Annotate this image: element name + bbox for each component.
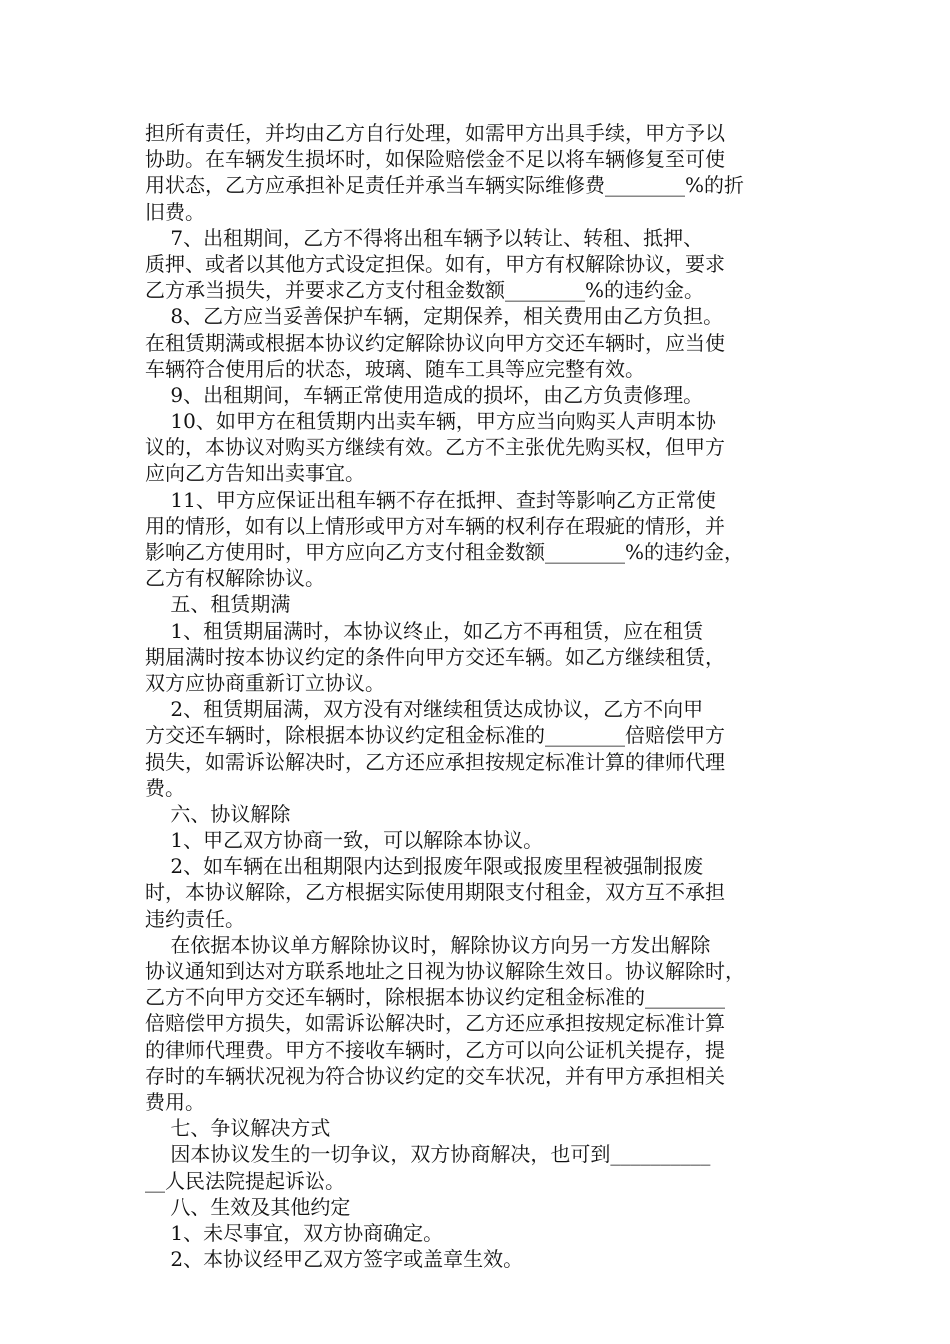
text-line: 期届满时按本协议约定的条件向甲方交还车辆。如乙方继续租赁， [145,644,725,669]
text-line: 议的，本协议对购买方继续有效。乙方不主张优先购买权，但甲方 [145,435,725,460]
text-line: 八、生效及其他约定 [145,1194,351,1219]
text-line: 方交还车辆时，除根据本协议约定租金标准的________倍赔偿甲方 [145,723,725,748]
text-line: 7、出租期间，乙方不得将出租车辆予以转让、转租、抵押、 [145,225,704,250]
text-line: 七、争议解决方式 [145,1116,331,1141]
text-line: 10、如甲方在租赁期内出卖车辆，甲方应当向购买人声明本协 [145,409,716,434]
text-line: 车辆符合使用后的状态，玻璃、随车工具等应完整有效。 [145,356,645,381]
text-line: 双方应协商重新订立协议。 [145,670,385,695]
text-line: __人民法院提起诉讼。 [145,1168,345,1193]
text-line: 的律师代理费。甲方不接收车辆时，乙方可以向公证机关提存，提 [145,1037,725,1062]
text-line: 用的情形，如有以上情形或甲方对车辆的权利存在瑕疵的情形，并 [145,513,725,538]
text-line: 9、出租期间，车辆正常使用造成的损坏，由乙方负责修理。 [145,382,704,407]
text-line: 倍赔偿甲方损失，如需诉讼解决时，乙方还应承担按规定标准计算 [145,1011,725,1036]
text-line: 费。 [145,775,185,800]
document-body [145,120,810,1272]
text-line: 用状态，乙方应承担补足责任并承当车辆实际维修费________%的折 [145,173,745,198]
text-line: 五、租赁期满 [145,592,291,617]
text-line: 1、甲乙双方协商一致，可以解除本协议。 [145,828,544,853]
text-line: 损失，如需诉讼解决时，乙方还应承担按规定标准计算的律师代理 [145,749,725,774]
text-line: 在依据本协议单方解除协议时，解除协议方向另一方发出解除 [145,932,711,957]
text-line: 8、乙方应当妥善保护车辆，定期保养，相关费用由乙方负担。 [145,304,724,329]
text-line: 2、本协议经甲乙双方签字或盖章生效。 [145,1247,524,1272]
text-line: 质押、或者以其他方式设定担保。如有，甲方有权解除协议，要求 [145,251,725,276]
text-line: 应向乙方告知出卖事宜。 [145,461,365,486]
text-line: 乙方有权解除协议。 [145,566,325,591]
text-line: 2、租赁期届满，双方没有对继续租赁达成协议，乙方不向甲 [145,697,704,722]
text-line: 2、如车辆在出租期限内达到报废年限或报废里程被强制报废 [145,854,704,879]
text-line: 旧费。 [145,199,205,224]
text-line: 因本协议发生的一切争议，双方协商解决，也可到__________ [145,1142,711,1167]
text-line: 协议通知到达对方联系地址之日视为协议解除生效日。协议解除时， [145,959,745,983]
text-line: 时，本协议解除，乙方根据实际使用期限支付租金，双方互不承担 [145,880,725,905]
text-line: 乙方不向甲方交还车辆时，除根据本协议约定租金标准的________ [145,985,725,1010]
text-line: 存时的车辆状况视为符合协议约定的交车状况，并有甲方承担相关 [145,1063,725,1088]
text-line: 在租赁期满或根据本协议约定解除协议向甲方交还车辆时，应当使 [145,330,725,355]
text-line: 乙方承当损失，并要求乙方支付租金数额________%的违约金。 [145,278,705,303]
text-line: 费用。 [145,1089,205,1114]
text-line: 1、租赁期届满时，本协议终止，如乙方不再租赁，应在租赁 [145,618,704,643]
text-line: 协助。在车辆发生损坏时，如保险赔偿金不足以将车辆修复至可使 [145,147,725,172]
text-line: 六、协议解除 [145,801,291,826]
text-line: 担所有责任，并均由乙方自行处理，如需甲方出具手续，甲方予以 [145,121,725,145]
text-line: 1、未尽事宜，双方协商确定。 [145,1220,444,1245]
text-line: 11、甲方应保证出租车辆不存在抵押、查封等影响乙方正常使 [145,487,716,512]
text-line: 影响乙方使用时，甲方应向乙方支付租金数额________%的违约金， [145,540,745,564]
text-line: 违约责任。 [145,906,245,931]
